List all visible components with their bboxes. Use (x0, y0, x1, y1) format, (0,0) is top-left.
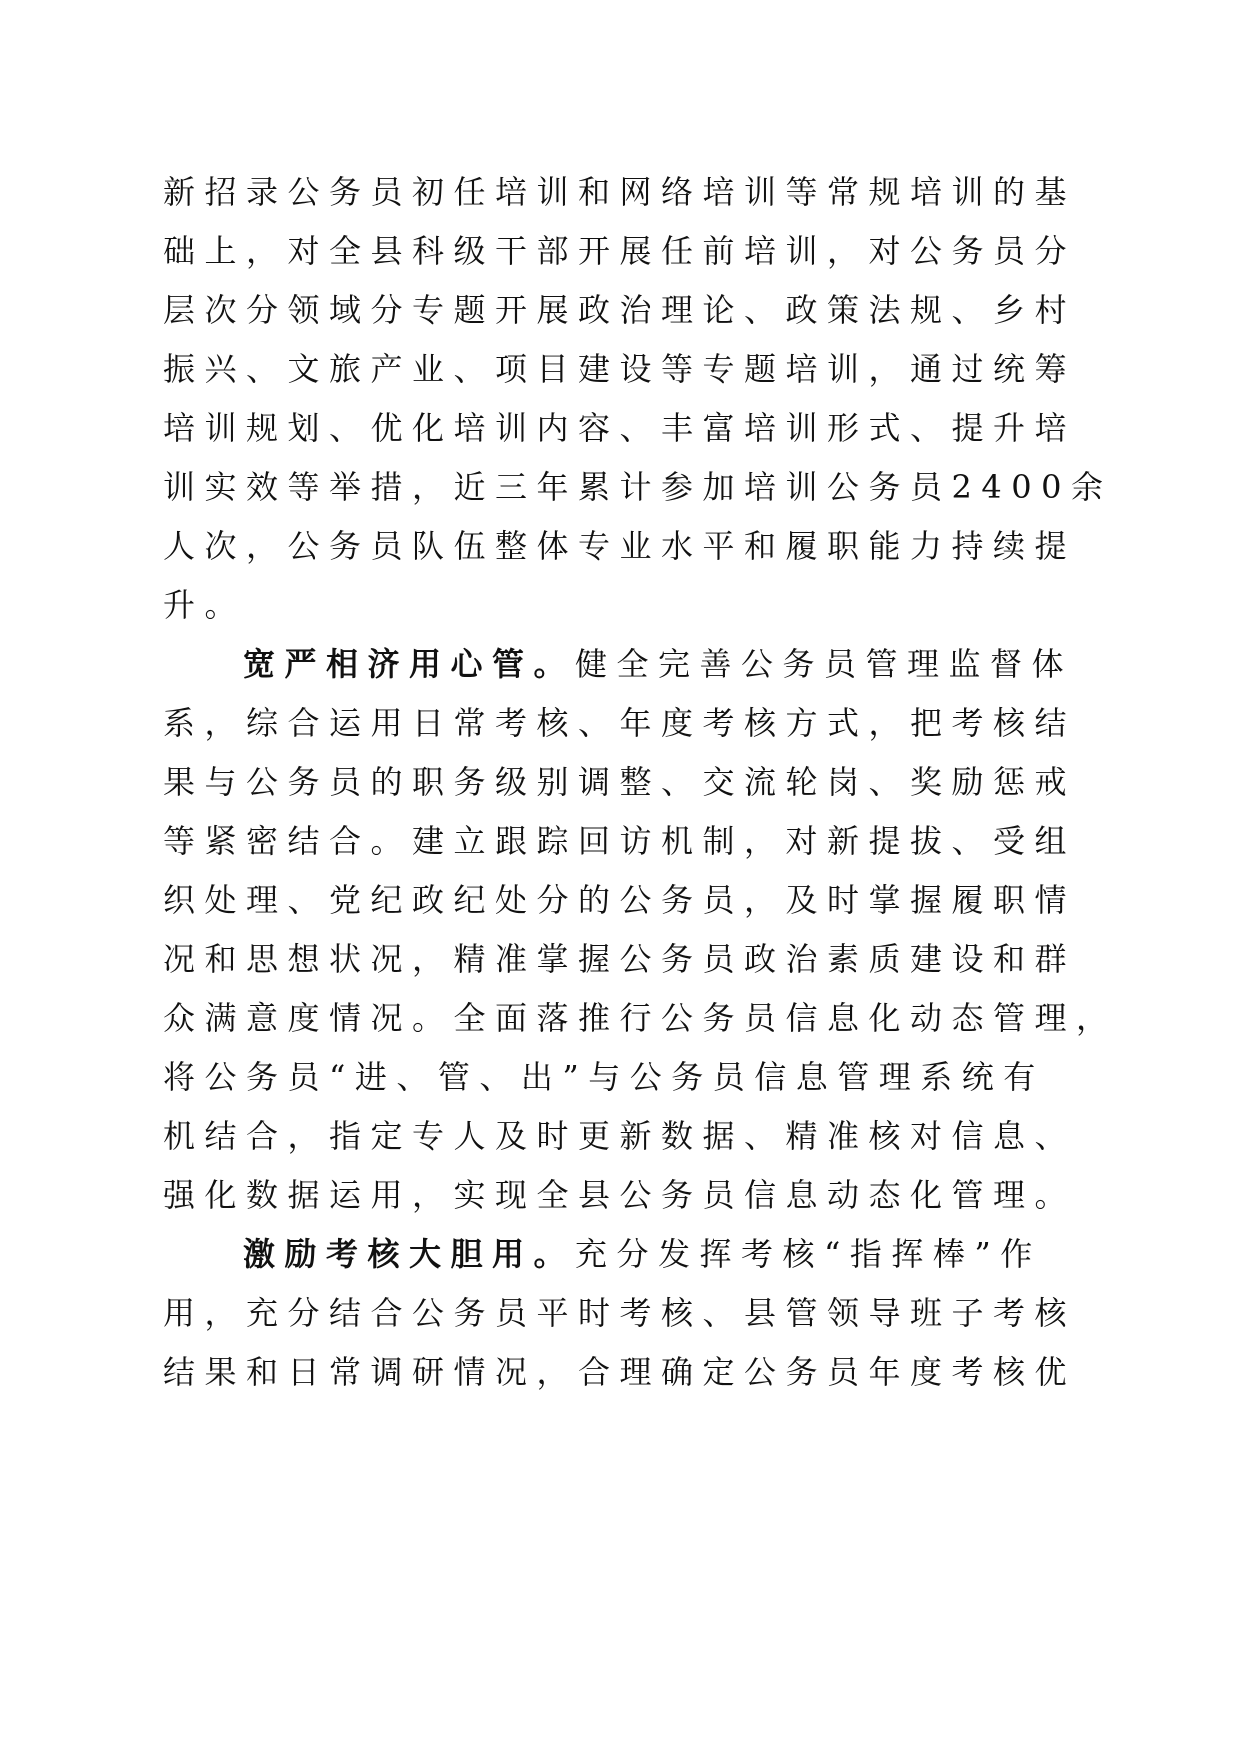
text-line: 新招录公务员初任培训和网络培训等常规培训的基 (163, 173, 1077, 211)
text-span: 充分发挥考核“指挥棒”作 (575, 1235, 1042, 1273)
text-line: 培训规划、优化培训内容、丰富培训形式、提升培 (163, 409, 1077, 447)
text-line: 果与公务员的职务级别调整、交流轮岗、奖励惩戒 (163, 763, 1077, 801)
text-line: 人次，公务员队伍整体专业水平和履职能力持续提 (163, 527, 1077, 565)
text-line: 织处理、党纪政纪处分的公务员，及时掌握履职情 (163, 881, 1077, 919)
text-line: 将公务员“进、管、出”与公务员信息管理系统有 (163, 1058, 1045, 1096)
paragraph-heading: 激励考核大胆用。 (243, 1235, 576, 1273)
text-line: 用，充分结合公务员平时考核、县管领导班子考核 (163, 1294, 1077, 1332)
paragraph-heading: 宽严相济用心管。 (243, 645, 576, 683)
text-line: 础上，对全县科级干部开展任前培训，对公务员分 (163, 232, 1077, 270)
text-span: 健全完善公务员管理监督体 (575, 645, 1074, 683)
paragraph-first-line (243, 1234, 1063, 1274)
text-line: 训实效等举措，近三年累计参加培训公务员2400余 (163, 468, 1113, 506)
text-line: 众满意度情况。全面落推行公务员信息化动态管理， (163, 999, 1118, 1037)
text-line: 层次分领域分专题开展政治理论、政策法规、乡村 (163, 291, 1077, 329)
text-line: 等紧密结合。建立跟踪回访机制，对新提拔、受组 (163, 822, 1077, 860)
text-line: 系，综合运用日常考核、年度考核方式，把考核结 (163, 704, 1077, 742)
text-line: 机结合，指定专人及时更新数据、精准核对信息、 (163, 1117, 1077, 1155)
text-line: 升。 (163, 586, 247, 624)
text-line: 振兴、文旅产业、项目建设等专题培训，通过统筹 (163, 350, 1077, 388)
paragraph-first-line (243, 644, 1074, 684)
text-line: 结果和日常调研情况，合理确定公务员年度考核优 (163, 1353, 1077, 1391)
text-line: 况和思想状况，精准掌握公务员政治素质建设和群 (163, 940, 1077, 978)
text-line: 强化数据运用，实现全县公务员信息动态化管理。 (163, 1176, 1077, 1214)
